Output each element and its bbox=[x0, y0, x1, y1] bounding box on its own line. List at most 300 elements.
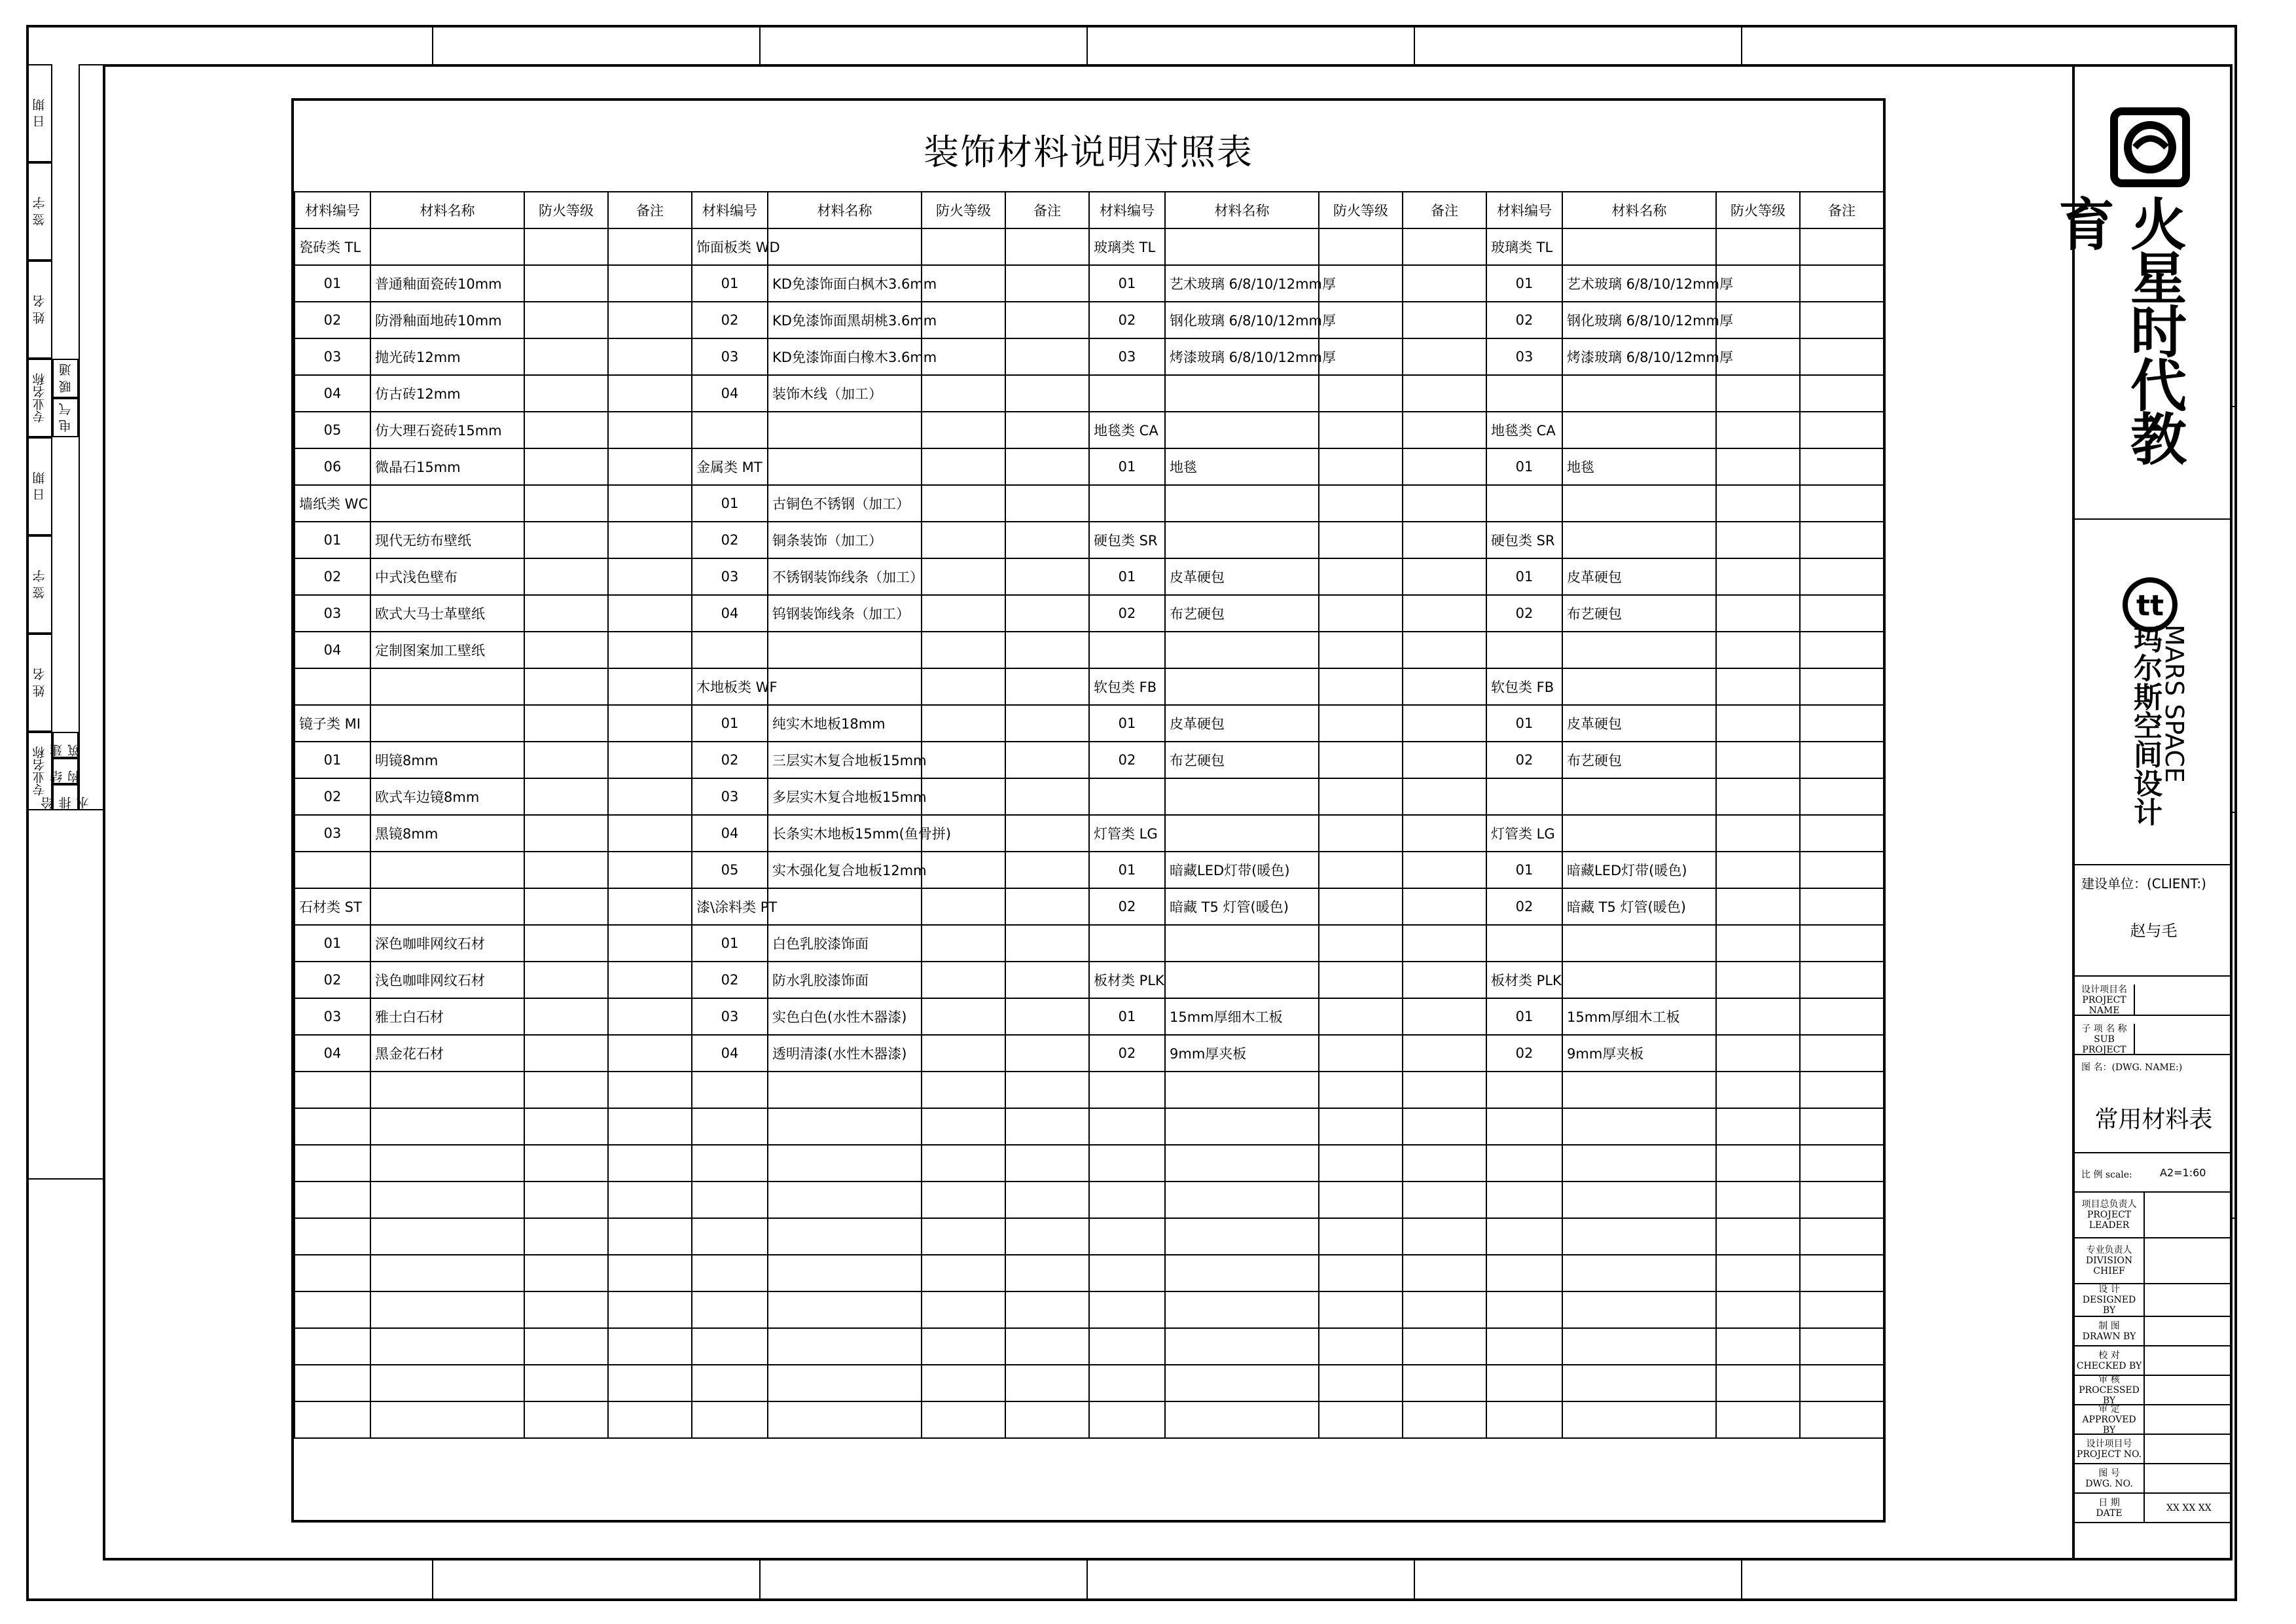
blank-cell bbox=[922, 228, 1005, 265]
blank-cell bbox=[1800, 448, 1884, 485]
table-row bbox=[295, 448, 1884, 485]
table-row bbox=[295, 1291, 1884, 1328]
name-cell: 皮革硬包 bbox=[1562, 558, 1716, 595]
table-row bbox=[295, 302, 1884, 338]
blank-cell bbox=[1800, 998, 1884, 1035]
blank-cell bbox=[922, 998, 1005, 1035]
role-label-cn: 制 图 bbox=[2098, 1320, 2120, 1331]
role-label-en: DATE bbox=[2096, 1507, 2123, 1519]
table-row bbox=[295, 852, 1884, 888]
blank-cell bbox=[1403, 338, 1486, 375]
blank-cell bbox=[1716, 485, 1800, 522]
blank-cell bbox=[524, 1072, 608, 1108]
role-label-en: CHECKED BY bbox=[2076, 1360, 2142, 1371]
blank-cell bbox=[1800, 485, 1884, 522]
name-cell: 地毯 bbox=[1165, 448, 1319, 485]
blank-cell bbox=[1319, 668, 1403, 705]
blank-cell bbox=[922, 558, 1005, 595]
sub-project-label-cn: 子 项 名 称 bbox=[2081, 1024, 2127, 1034]
blank-cell bbox=[1403, 1072, 1486, 1108]
blank-cell bbox=[1319, 705, 1403, 742]
role-label bbox=[2075, 1317, 2145, 1345]
code-cell bbox=[1486, 1218, 1562, 1255]
blank-cell bbox=[1319, 448, 1403, 485]
name-cell bbox=[768, 1255, 922, 1291]
blank-cell bbox=[1716, 1255, 1800, 1291]
blank-cell bbox=[1005, 1218, 1089, 1255]
role-row bbox=[2075, 1238, 2233, 1284]
name-cell: 艺术玻璃 6/8/10/12mm厚 bbox=[1562, 265, 1716, 302]
blank-cell bbox=[1716, 558, 1800, 595]
table-row bbox=[295, 632, 1884, 668]
name-cell bbox=[1165, 778, 1319, 815]
table-row bbox=[295, 412, 1884, 448]
blank-cell bbox=[922, 888, 1005, 925]
name-cell bbox=[1165, 668, 1319, 705]
code-cell: 03 bbox=[692, 338, 768, 375]
name-cell bbox=[768, 448, 922, 485]
blank-cell bbox=[524, 302, 608, 338]
name-cell: 布艺硬包 bbox=[1165, 742, 1319, 778]
name-cell: 黑金花石材 bbox=[370, 1035, 524, 1072]
blank-cell bbox=[1800, 1365, 1884, 1401]
blank-cell bbox=[1403, 1182, 1486, 1218]
name-cell: 烤漆玻璃 6/8/10/12mm厚 bbox=[1562, 338, 1716, 375]
name-cell bbox=[768, 1218, 922, 1255]
role-label-cn: 校 对 bbox=[2098, 1350, 2120, 1361]
name-cell bbox=[1165, 632, 1319, 668]
code-cell: 01 bbox=[692, 485, 768, 522]
blank-cell bbox=[608, 852, 692, 888]
blank-cell bbox=[524, 595, 608, 632]
blank-cell bbox=[1319, 412, 1403, 448]
blank-cell bbox=[1800, 705, 1884, 742]
role-label bbox=[2075, 1193, 2145, 1237]
table-row bbox=[295, 1035, 1884, 1072]
code-cell: 01 bbox=[692, 705, 768, 742]
strip-blank-col bbox=[79, 64, 103, 810]
code-cell bbox=[1089, 925, 1165, 962]
name-cell bbox=[1562, 1401, 1716, 1438]
blank-cell bbox=[922, 1108, 1005, 1145]
code-cell bbox=[1089, 1108, 1165, 1145]
code-cell bbox=[295, 852, 370, 888]
code-cell: 软包类 FB bbox=[1486, 668, 1562, 705]
blank-cell bbox=[922, 668, 1005, 705]
code-cell: 02 bbox=[1486, 1035, 1562, 1072]
name-cell bbox=[1562, 228, 1716, 265]
blank-cell bbox=[524, 1108, 608, 1145]
code-cell: 01 bbox=[1089, 705, 1165, 742]
blank-cell bbox=[524, 888, 608, 925]
blank-cell bbox=[1716, 595, 1800, 632]
header-cell: 材料编号 bbox=[295, 192, 370, 228]
name-cell bbox=[1165, 962, 1319, 998]
blank-cell bbox=[922, 1182, 1005, 1218]
name-cell bbox=[370, 1291, 524, 1328]
header-cell: 材料编号 bbox=[1486, 192, 1562, 228]
name-cell bbox=[1562, 668, 1716, 705]
code-cell: 板材类 PLK bbox=[1486, 962, 1562, 998]
name-cell bbox=[768, 1365, 922, 1401]
code-cell bbox=[295, 1365, 370, 1401]
name-cell bbox=[1165, 485, 1319, 522]
name-cell bbox=[1562, 632, 1716, 668]
table-header-row bbox=[295, 192, 1884, 228]
header-cell: 材料名称 bbox=[1562, 192, 1716, 228]
blank-cell bbox=[1319, 998, 1403, 1035]
blank-cell bbox=[1403, 1328, 1486, 1365]
brand-logo-area bbox=[2049, 64, 2233, 520]
blank-cell bbox=[922, 1218, 1005, 1255]
table-row bbox=[295, 998, 1884, 1035]
role-row bbox=[2075, 1464, 2233, 1494]
blank-cell bbox=[922, 962, 1005, 998]
name-cell bbox=[1165, 522, 1319, 558]
code-cell bbox=[1486, 632, 1562, 668]
table-row bbox=[295, 1255, 1884, 1291]
blank-cell bbox=[524, 632, 608, 668]
name-cell: 普通釉面瓷砖10mm bbox=[370, 265, 524, 302]
blank-cell bbox=[1005, 595, 1089, 632]
blank-cell bbox=[1716, 1072, 1800, 1108]
blank-cell bbox=[1800, 1035, 1884, 1072]
blank-cell bbox=[1716, 815, 1800, 852]
strip-sign-bottom: 签 字 bbox=[26, 535, 52, 634]
blank-cell bbox=[1005, 962, 1089, 998]
blank-cell bbox=[608, 1328, 692, 1365]
name-cell: 古铜色不锈钢（加工） bbox=[768, 485, 922, 522]
name-cell bbox=[1165, 1255, 1319, 1291]
blank-cell bbox=[1319, 1072, 1403, 1108]
name-cell bbox=[1165, 815, 1319, 852]
name-cell bbox=[1562, 778, 1716, 815]
blank-cell bbox=[1319, 778, 1403, 815]
name-cell bbox=[768, 228, 922, 265]
blank-cell bbox=[922, 1401, 1005, 1438]
code-cell: 01 bbox=[295, 925, 370, 962]
name-cell bbox=[1165, 1108, 1319, 1145]
table-row bbox=[295, 1145, 1884, 1182]
blank-cell bbox=[1403, 1401, 1486, 1438]
code-cell bbox=[1089, 375, 1165, 412]
blank-cell bbox=[1716, 668, 1800, 705]
code-cell: 04 bbox=[692, 595, 768, 632]
blank-cell bbox=[1716, 412, 1800, 448]
name-cell: 仿古砖12mm bbox=[370, 375, 524, 412]
table-row bbox=[295, 705, 1884, 742]
project-name-label-en: PROJECT NAME bbox=[2082, 995, 2126, 1016]
name-cell: 不锈钢装饰线条（加工） bbox=[768, 558, 922, 595]
table-row bbox=[295, 778, 1884, 815]
blank-cell bbox=[1319, 852, 1403, 888]
brand-name: 火星时代教育 bbox=[2049, 195, 2186, 463]
code-cell bbox=[1486, 1328, 1562, 1365]
name-cell bbox=[1165, 1072, 1319, 1108]
code-cell: 03 bbox=[692, 778, 768, 815]
blank-cell bbox=[1005, 338, 1089, 375]
code-cell: 地毯类 CA bbox=[1486, 412, 1562, 448]
table-row bbox=[295, 1218, 1884, 1255]
blank-cell bbox=[1403, 522, 1486, 558]
role-label-cn: 设 计 bbox=[2098, 1284, 2120, 1295]
blank-cell bbox=[1403, 1291, 1486, 1328]
name-cell bbox=[370, 485, 524, 522]
role-label bbox=[2075, 1238, 2145, 1283]
name-cell bbox=[370, 888, 524, 925]
name-cell bbox=[768, 888, 922, 925]
code-cell: 01 bbox=[1089, 998, 1165, 1035]
code-cell bbox=[295, 1072, 370, 1108]
code-cell: 01 bbox=[1486, 998, 1562, 1035]
blank-cell bbox=[1005, 705, 1089, 742]
blank-cell bbox=[1800, 1328, 1884, 1365]
code-cell: 03 bbox=[692, 558, 768, 595]
code-cell: 04 bbox=[295, 375, 370, 412]
blank-cell bbox=[1319, 1218, 1403, 1255]
blank-cell bbox=[1319, 1328, 1403, 1365]
code-cell: 02 bbox=[1486, 302, 1562, 338]
code-cell: 玻璃类 TL bbox=[1089, 228, 1165, 265]
blank-cell bbox=[922, 925, 1005, 962]
strip-struct: 结 构 bbox=[52, 758, 79, 784]
code-cell: 瓷砖类 TL bbox=[295, 228, 370, 265]
blank-cell bbox=[524, 1218, 608, 1255]
blank-cell bbox=[1005, 522, 1089, 558]
code-cell: 02 bbox=[1089, 888, 1165, 925]
blank-cell bbox=[1319, 1291, 1403, 1328]
material-table bbox=[291, 98, 1886, 1523]
blank-cell bbox=[1319, 558, 1403, 595]
code-cell bbox=[1486, 1145, 1562, 1182]
blank-cell bbox=[524, 1035, 608, 1072]
code-cell: 01 bbox=[1089, 265, 1165, 302]
code-cell bbox=[295, 1328, 370, 1365]
name-cell: 中式浅色壁布 bbox=[370, 558, 524, 595]
blank-cell bbox=[1319, 632, 1403, 668]
name-cell bbox=[1562, 1072, 1716, 1108]
header-cell: 防火等级 bbox=[524, 192, 608, 228]
blank-cell bbox=[1800, 778, 1884, 815]
name-cell: 抛光砖12mm bbox=[370, 338, 524, 375]
blank-cell bbox=[608, 815, 692, 852]
blank-cell bbox=[1403, 1108, 1486, 1145]
name-cell bbox=[370, 1145, 524, 1182]
code-cell: 板材类 PLK bbox=[1089, 962, 1165, 998]
blank-cell bbox=[524, 668, 608, 705]
name-cell: 多层实木复合地板15mm bbox=[768, 778, 922, 815]
blank-cell bbox=[1403, 1255, 1486, 1291]
blank-cell bbox=[1005, 815, 1089, 852]
blank-cell bbox=[1800, 1255, 1884, 1291]
code-cell: 01 bbox=[295, 265, 370, 302]
code-cell: 02 bbox=[1089, 1035, 1165, 1072]
blank-cell bbox=[1800, 925, 1884, 962]
blank-cell bbox=[1319, 1108, 1403, 1145]
code-cell: 01 bbox=[1089, 558, 1165, 595]
blank-cell bbox=[1716, 962, 1800, 998]
blank-cell bbox=[1716, 1182, 1800, 1218]
blank-cell bbox=[608, 1145, 692, 1182]
code-cell: 01 bbox=[295, 522, 370, 558]
blank-cell bbox=[1800, 1401, 1884, 1438]
blank-cell bbox=[1005, 375, 1089, 412]
role-label bbox=[2075, 1464, 2145, 1492]
blank-cell bbox=[524, 852, 608, 888]
blank-cell bbox=[1800, 668, 1884, 705]
code-cell: 02 bbox=[295, 302, 370, 338]
blank-cell bbox=[1005, 668, 1089, 705]
name-cell: 三层实木复合地板15mm bbox=[768, 742, 922, 778]
code-cell: 漆\涂料类 PT bbox=[692, 888, 768, 925]
blank-cell bbox=[524, 448, 608, 485]
name-cell: 艺术玻璃 6/8/10/12mm厚 bbox=[1165, 265, 1319, 302]
name-cell: 实木强化复合地板12mm bbox=[768, 852, 922, 888]
name-cell bbox=[370, 1218, 524, 1255]
code-cell: 01 bbox=[1486, 705, 1562, 742]
blank-cell bbox=[524, 485, 608, 522]
code-cell bbox=[1486, 1401, 1562, 1438]
blank-cell bbox=[1716, 1145, 1800, 1182]
name-cell bbox=[1165, 1365, 1319, 1401]
table-row bbox=[295, 1182, 1884, 1218]
header-cell: 备注 bbox=[1005, 192, 1089, 228]
blank-cell bbox=[922, 1255, 1005, 1291]
name-cell bbox=[1165, 1145, 1319, 1182]
blank-cell bbox=[922, 522, 1005, 558]
role-row bbox=[2075, 1405, 2233, 1435]
name-cell: 15mm厚细木工板 bbox=[1165, 998, 1319, 1035]
role-label-cn: 设计项目号 bbox=[2086, 1438, 2132, 1449]
code-cell: 04 bbox=[295, 632, 370, 668]
name-cell bbox=[370, 228, 524, 265]
blank-cell bbox=[608, 1182, 692, 1218]
blank-cell bbox=[1716, 705, 1800, 742]
sub-project-label-en: SUB PROJECT bbox=[2082, 1034, 2126, 1055]
header-cell: 防火等级 bbox=[1319, 192, 1403, 228]
code-cell bbox=[1486, 1291, 1562, 1328]
code-cell: 05 bbox=[692, 852, 768, 888]
code-cell bbox=[295, 1401, 370, 1438]
blank-cell bbox=[524, 925, 608, 962]
blank-cell bbox=[1005, 1255, 1089, 1291]
blank-cell bbox=[1319, 962, 1403, 998]
name-cell: 微晶石15mm bbox=[370, 448, 524, 485]
blank-cell bbox=[608, 1218, 692, 1255]
blank-cell bbox=[1319, 375, 1403, 412]
blank-cell bbox=[1403, 742, 1486, 778]
name-cell: 布艺硬包 bbox=[1165, 595, 1319, 632]
table-row bbox=[295, 1365, 1884, 1401]
blank-cell bbox=[1716, 1108, 1800, 1145]
blank-cell bbox=[1716, 448, 1800, 485]
code-cell: 墙纸类 WC bbox=[295, 485, 370, 522]
blank-cell bbox=[1005, 742, 1089, 778]
code-cell: 04 bbox=[692, 815, 768, 852]
strip-date-bottom: 日 期 bbox=[26, 437, 52, 535]
code-cell bbox=[1089, 485, 1165, 522]
code-cell: 02 bbox=[692, 962, 768, 998]
blank-cell bbox=[1800, 338, 1884, 375]
blank-cell bbox=[1800, 815, 1884, 852]
name-cell: 烤漆玻璃 6/8/10/12mm厚 bbox=[1165, 338, 1319, 375]
blank-cell bbox=[1800, 228, 1884, 265]
code-cell: 01 bbox=[692, 925, 768, 962]
blank-cell bbox=[524, 1182, 608, 1218]
name-cell: 钨钢装饰线条（加工） bbox=[768, 595, 922, 632]
blank-cell bbox=[1319, 815, 1403, 852]
name-cell: 纯实木地板18mm bbox=[768, 705, 922, 742]
code-cell: 硬包类 SR bbox=[1486, 522, 1562, 558]
blank-cell bbox=[922, 1145, 1005, 1182]
blank-cell bbox=[1716, 522, 1800, 558]
code-cell bbox=[1089, 1255, 1165, 1291]
dwg-name-label: 图 名：(DWG. NAME:) bbox=[2081, 1062, 2183, 1073]
blank-cell bbox=[1716, 998, 1800, 1035]
blank-cell bbox=[1800, 1291, 1884, 1328]
name-cell: 实色白色(水性木器漆) bbox=[768, 998, 922, 1035]
blank-cell bbox=[1403, 375, 1486, 412]
blank-cell bbox=[922, 485, 1005, 522]
name-cell bbox=[768, 632, 922, 668]
name-cell: 雅士白石材 bbox=[370, 998, 524, 1035]
blank-cell bbox=[922, 1035, 1005, 1072]
blank-cell bbox=[1403, 962, 1486, 998]
name-cell bbox=[1562, 522, 1716, 558]
code-cell: 05 bbox=[295, 412, 370, 448]
code-cell bbox=[295, 1218, 370, 1255]
role-label bbox=[2075, 1435, 2145, 1463]
name-cell bbox=[1165, 412, 1319, 448]
blank-cell bbox=[524, 375, 608, 412]
name-cell: 长条实木地板15mm(鱼骨拼) bbox=[768, 815, 922, 852]
blank-cell bbox=[1800, 558, 1884, 595]
table-row bbox=[295, 1072, 1884, 1108]
code-cell bbox=[1089, 1401, 1165, 1438]
name-cell: 黑镜8mm bbox=[370, 815, 524, 852]
name-cell: KD免漆饰面白枫木3.6mm bbox=[768, 265, 922, 302]
blank-cell bbox=[1716, 1365, 1800, 1401]
role-label bbox=[2075, 1284, 2145, 1316]
blank-cell bbox=[608, 228, 692, 265]
blank-cell bbox=[1005, 1145, 1089, 1182]
header-cell: 备注 bbox=[1800, 192, 1884, 228]
blank-cell bbox=[524, 1291, 608, 1328]
code-cell bbox=[1089, 1365, 1165, 1401]
client-value: 赵与毛 bbox=[2130, 922, 2178, 940]
blank-cell bbox=[524, 1328, 608, 1365]
svg-text:tt: tt bbox=[2136, 589, 2164, 623]
blank-cell bbox=[1319, 1255, 1403, 1291]
name-cell: 装饰木线（加工） bbox=[768, 375, 922, 412]
code-cell: 02 bbox=[1089, 595, 1165, 632]
role-row bbox=[2075, 1193, 2233, 1238]
blank-cell bbox=[922, 705, 1005, 742]
blank-cell bbox=[1800, 375, 1884, 412]
table-row bbox=[295, 1401, 1884, 1438]
name-cell bbox=[1165, 375, 1319, 412]
blank-cell bbox=[1800, 265, 1884, 302]
scale-row bbox=[2075, 1153, 2233, 1193]
name-cell bbox=[1165, 1218, 1319, 1255]
name-cell bbox=[768, 668, 922, 705]
code-cell: 灯管类 LG bbox=[1486, 815, 1562, 852]
code-cell bbox=[295, 1291, 370, 1328]
role-label bbox=[2075, 1405, 2145, 1434]
table-row bbox=[295, 338, 1884, 375]
name-cell bbox=[768, 1108, 922, 1145]
code-cell: 饰面板类 WD bbox=[692, 228, 768, 265]
